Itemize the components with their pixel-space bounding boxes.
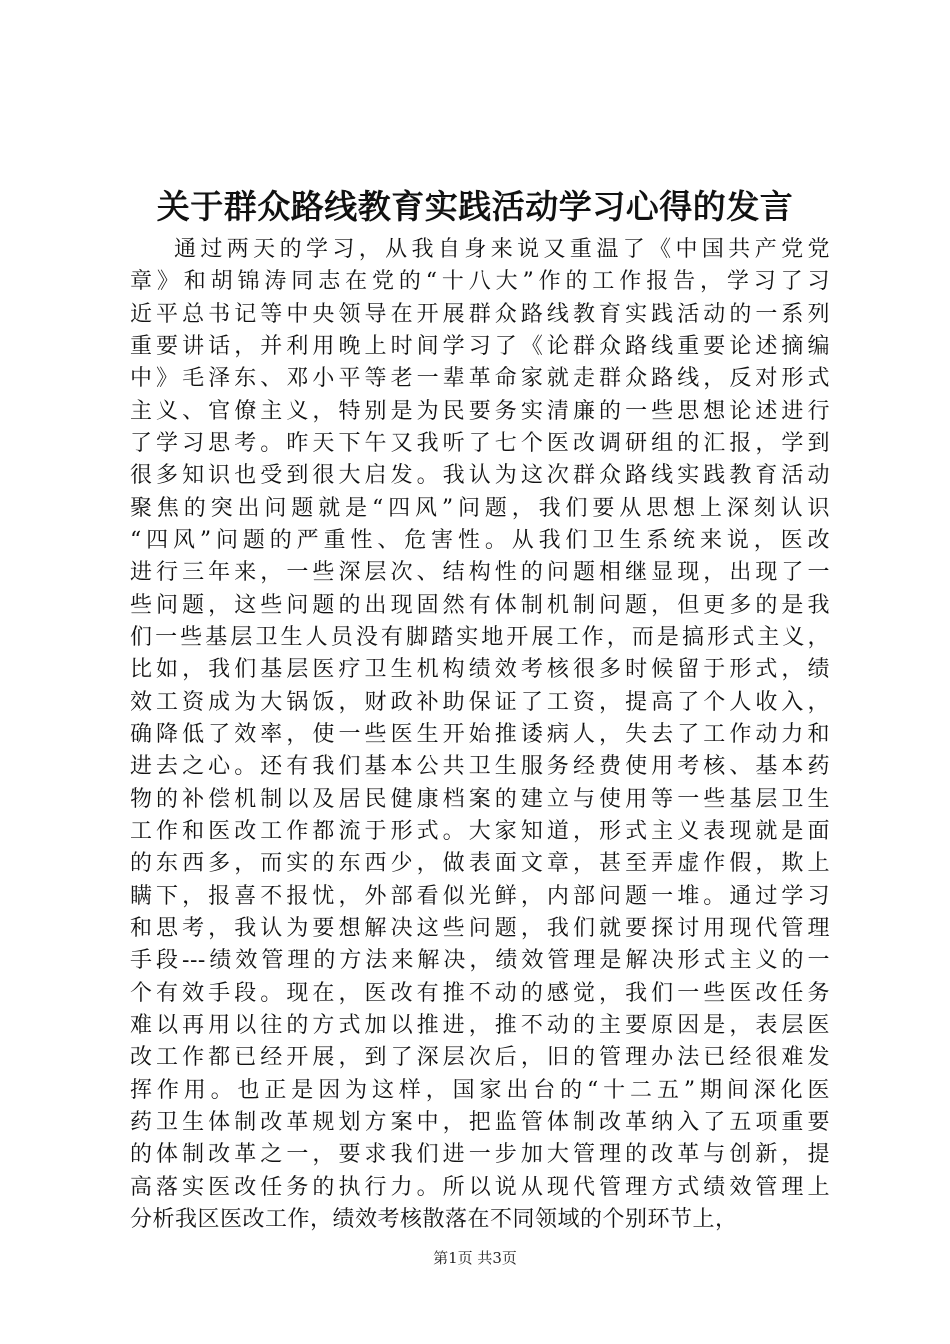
paragraph-line: 工作和医改工作都流于形式。大家知道，形式主义表现就是面 (130, 818, 830, 844)
paragraph-line: 和思考，我认为要想解决这些问题，我们就要探讨用现代管理 (130, 915, 830, 941)
paragraph-line: 分析我区医改工作，绩效考核散落在不同领域的个别环节上， (130, 1206, 738, 1232)
paragraph-line: 很多知识也受到很大启发。我认为这次群众路线实践教育活动 (130, 463, 830, 489)
paragraph-line: 瞒下，报喜不报忧，外部看似光鲜，内部问题一堆。通过学习 (130, 883, 830, 909)
paragraph-line: 章》和胡锦涛同志在党的“十八大”作的工作报告，学习了习 (130, 269, 830, 295)
paragraph-line: 比如，我们基层医疗卫生机构绩效考核很多时候留于形式，绩 (130, 657, 830, 683)
paragraph-line: 物的补偿机制以及居民健康档案的建立与使用等一些基层卫生 (130, 786, 830, 812)
paragraph-line: 手段---绩效管理的方法来解决，绩效管理是解决形式主义的一 (130, 948, 830, 974)
paragraph-line: 聚焦的突出问题就是“四风”问题，我们要从思想上深刻认识 (130, 495, 830, 521)
paragraph-line: 了学习思考。昨天下午又我听了七个医改调研组的汇报，学到 (130, 430, 830, 456)
body-text (130, 234, 830, 1236)
paragraph-line: 近平总书记等中央领导在开展群众路线教育实践活动的一系列 (130, 301, 830, 327)
paragraph-line: 的东西多，而实的东西少，做表面文章，甚至弄虚作假，欺上 (130, 851, 830, 877)
paragraph-line: 改工作都已经开展，到了深层次后，旧的管理办法已经很难发 (130, 1045, 830, 1071)
paragraph-line: 的体制改革之一，要求我们进一步加大管理的改革与创新，提 (130, 1142, 830, 1168)
paragraph-line: 重要讲话，并利用晚上时间学习了《论群众路线重要论述摘编 (130, 333, 830, 359)
paragraph-line: 高落实医改任务的执行力。所以说从现代管理方式绩效管理上 (130, 1174, 830, 1200)
paragraph-line: 中》毛泽东、邓小平等老一辈革命家就走群众路线，反对形式 (130, 366, 830, 392)
paragraph-line: 通过两天的学习，从我自身来说又重温了《中国共产党党 (174, 237, 830, 262)
paragraph-line: 确降低了效率，使一些医生开始推诿病人，失去了工作动力和 (130, 721, 830, 747)
paragraph-line: 难以再用以往的方式加以推进，推不动的主要原因是，表层医 (130, 1012, 830, 1038)
paragraph-line: 进行三年来，一些深层次、结构性的问题相继显现，出现了一 (130, 560, 830, 586)
page-title: 关于群众路线教育实践活动学习心得的发言 (156, 187, 794, 226)
paragraph-line: 些问题，这些问题的出现固然有体制机制问题，但更多的是我 (130, 592, 830, 618)
paragraph-line: 个有效手段。现在，医改有推不动的感觉，我们一些医改任务 (130, 980, 830, 1006)
paragraph-line: 主义、官僚主义，特别是为民要务实清廉的一些思想论述进行 (130, 398, 830, 424)
page-footer: 第1页 共3页 (433, 1249, 517, 1267)
paragraph-line: 效工资成为大锅饭，财政补助保证了工资，提高了个人收入， (130, 689, 830, 715)
paragraph-line: 进去之心。还有我们基本公共卫生服务经费使用考核、基本药 (130, 754, 830, 780)
paragraph-line: “四风”问题的严重性、危害性。从我们卫生系统来说，医改 (130, 527, 830, 553)
paragraph-line: 药卫生体制改革规划方案中，把监管体制改革纳入了五项重要 (130, 1109, 830, 1135)
paragraph-line: 挥作用。也正是因为这样，国家出台的“十二五”期间深化医 (130, 1077, 830, 1103)
paragraph-line: 们一些基层卫生人员没有脚踏实地开展工作，而是搞形式主义， (130, 624, 830, 650)
